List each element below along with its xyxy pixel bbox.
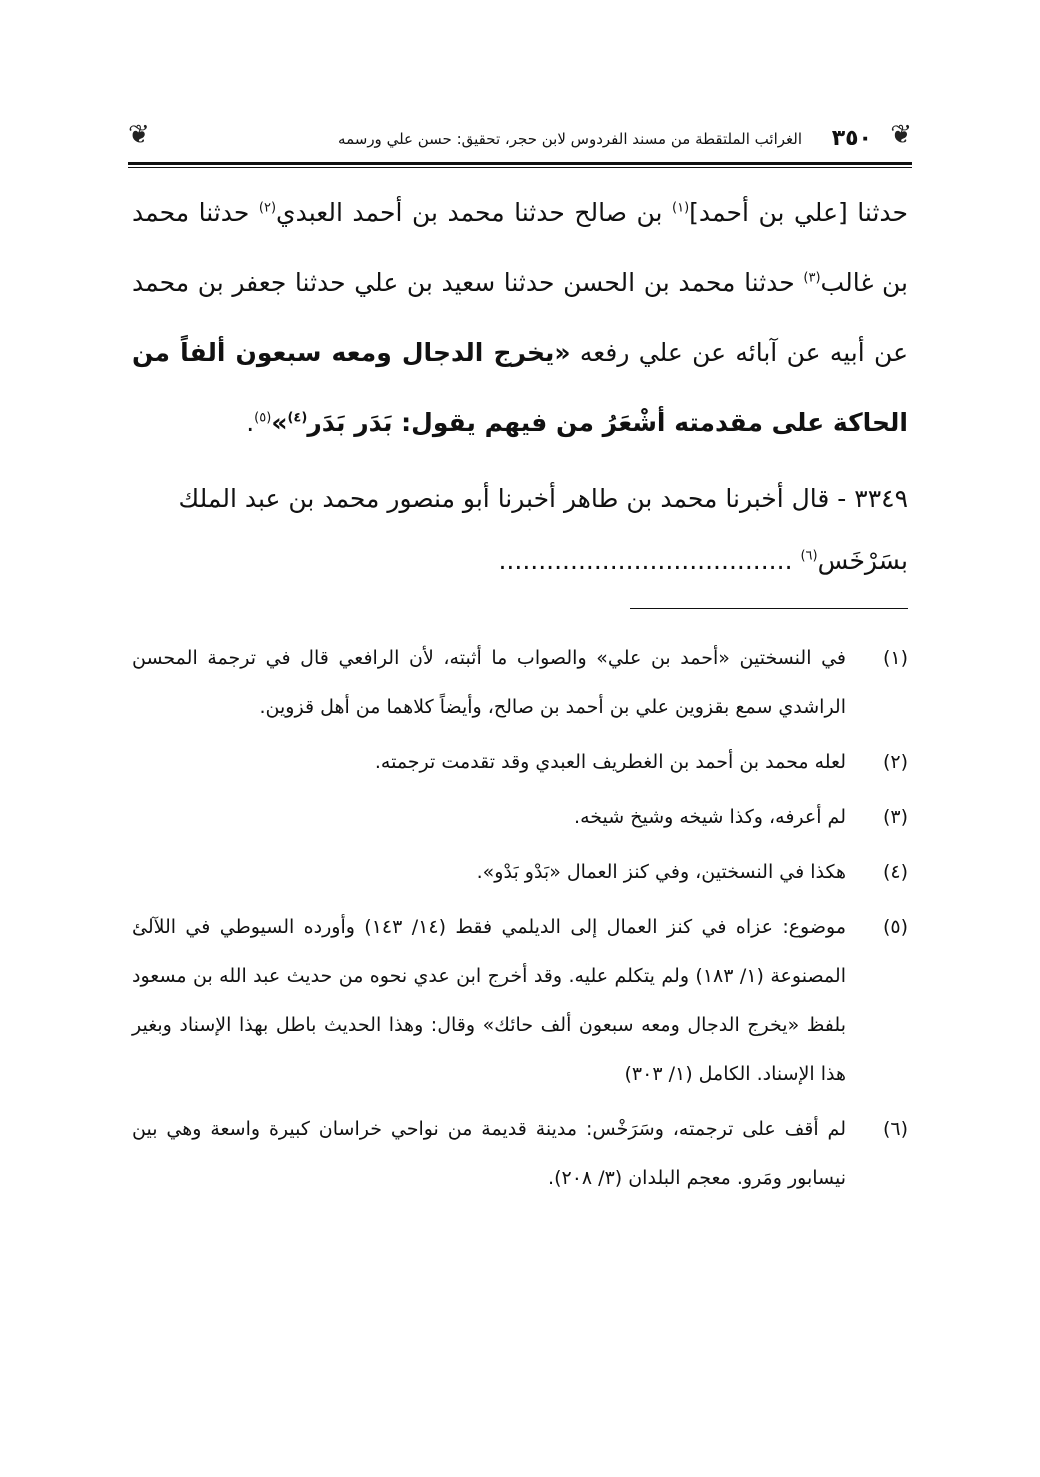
running-title: الغرائب الملتقطة من مسند الفردوس لابن حجر، تحقيق: حسن علي ورسمه [338, 130, 802, 148]
footnote-text: موضوع: عزاه في كنز العمال إلى الديلمي فقط (١٤/ ١٤٣) وأورده السيوطي في اللآلئ المصنوعة (١/ ١٨٣) ولم يتكلم عليه. وقد أخرج ابن عدي نحوه من حديث عبد الله بن مسعود بلفظ «يخرج الدجال ومعه سبعون ألف حائك» وقال: وهذا الحديث باطل بهذا الإسناد وبغير هذا الإسناد. الكامل (١/ ٣٠٣) [132, 916, 847, 1085]
hadith-end: . [246, 408, 255, 437]
footnote-number: (١) [882, 647, 908, 669]
footnote-item [132, 903, 908, 1099]
hadith-text-d: حدثنا محمد بن الحسن حدثنا سعيد بن علي حدثنا جعفر بن محمد عن أبيه عن آبائه عن علي رفعه [132, 268, 908, 367]
footnote-text: في النسختين «أحمد بن علي» والصواب ما أثبته، لأن الرافعي قال في ترجمة المحسن الراشدي سمع بقزوين علي بن أحمد بن صالح، وأيضاً كلاهما من أهل قزوين. [132, 647, 846, 718]
footnote-ref-4[interactable]: (٤) [287, 410, 308, 426]
footnote-number: (٣) [882, 806, 908, 828]
footnotes [132, 634, 908, 1209]
hadith-paragraph [132, 178, 908, 458]
footnote-text: لم أقف على ترجمته، وسَرَخْس: مدينة قديمة من نواحي خراسان كبيرة واسعة وهي بين نيسابور ومَرو. معجم البلدان (٣/ ٢٠٨). [132, 1118, 846, 1189]
hadith-text-c: حدثنا محمد بن غالب [132, 198, 908, 297]
footnote-separator [630, 608, 908, 609]
footnote-number: (٤) [882, 861, 908, 883]
hadith-matn: «يخرج الدجال ومعه سبعون ألفاً من الحاكة على مقدمته أشْعَرُ من فيهم يقول: بَدَر بَدَر [132, 338, 908, 437]
footnote-item [132, 1105, 908, 1203]
hadith-block [132, 178, 908, 458]
footnote-item [132, 738, 908, 787]
footnote-number: (٦) [882, 1118, 908, 1140]
footnote-text: لم أعرفه، وكذا شيخه وشيخ شيخه. [574, 806, 846, 828]
footnote-ref-6[interactable]: (٦) [800, 548, 818, 564]
page-header [128, 118, 912, 164]
footnote-item [132, 634, 908, 732]
page-number: ٣٥٠ [831, 126, 872, 151]
narration-ellipsis: ..................................... [498, 546, 801, 575]
footnote-ref-5[interactable]: (٥) [254, 410, 272, 426]
narration-3349 [132, 468, 908, 592]
footnote-item [132, 848, 908, 897]
footnote-text: لعله محمد بن أحمد بن الغطريف العبدي وقد تقدمت ترجمته. [374, 751, 846, 773]
footnote-number: (٢) [882, 751, 908, 773]
hadith-text-b: بن صالح حدثنا محمد بن أحمد العبدي [276, 198, 673, 227]
header-rule-thin [128, 167, 912, 168]
footnote-text: هكذا في النسختين، وفي كنز العمال «بَدْو بَدْو». [476, 861, 846, 883]
narration-text: - قال أخبرنا محمد بن طاهر أخبرنا أبو منصور محمد بن عبد الملك بسَرْخَس [178, 484, 908, 575]
narration-number: ٣٣٤٩ [854, 484, 908, 513]
narration-paragraph [132, 468, 908, 592]
hadith-text-a: حدثنا [علي بن أحمد] [689, 198, 908, 227]
footnote-number: (٥) [882, 916, 908, 938]
ornament-right-icon: ❦ [890, 120, 912, 150]
hadith-closing-quote: » [271, 408, 288, 437]
footnote-item [132, 793, 908, 842]
footnote-ref-2[interactable]: (٢) [258, 200, 277, 216]
ornament-left-icon: ❦ [128, 120, 150, 150]
footnote-ref-3[interactable]: (٣) [803, 270, 821, 286]
footnote-ref-1[interactable]: (١) [672, 200, 690, 216]
header-rule [128, 162, 912, 165]
